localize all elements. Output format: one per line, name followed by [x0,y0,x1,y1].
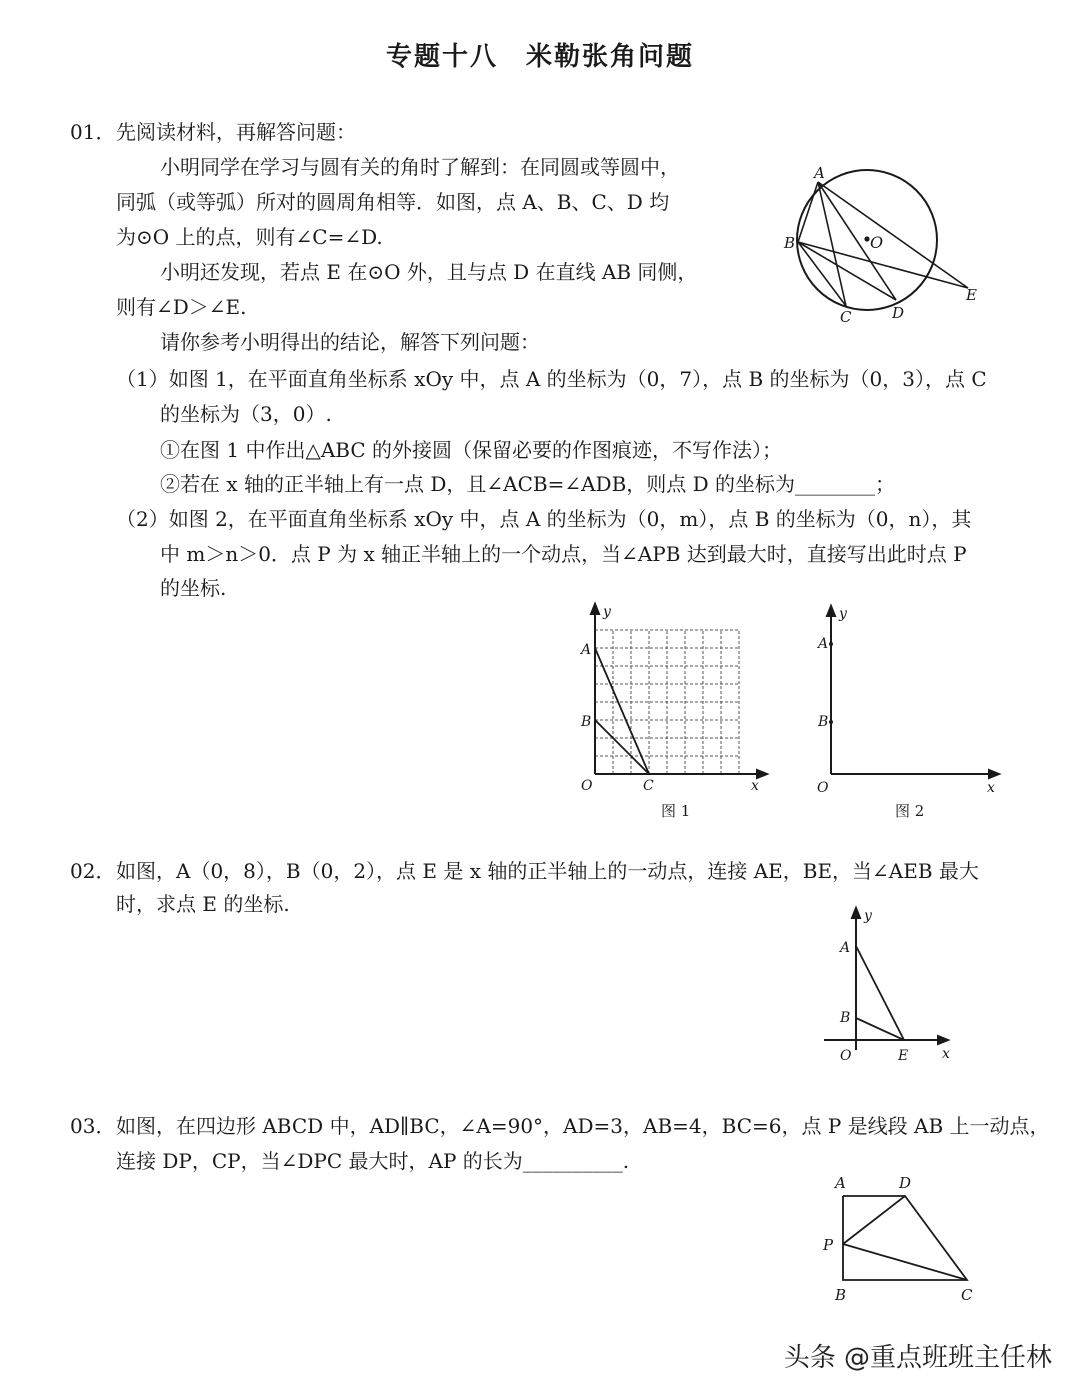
fig1-x-label: x [751,778,759,794]
fig2-point-a-label: A [818,636,829,652]
q1-line-3: 同弧（或等弧）所对的圆周角相等．如图，点 A、B、C、D 均 [116,190,670,214]
q3-line-1: 如图，在四边形 ABCD 中，AD∥BC，∠A=90°，AD=3，AB=4，BC=6，点 P 是线段 AB 上一动点， [116,1114,1050,1138]
q1-line-11: ②若在 x 轴的正半轴上有一点 D，且∠ACB=∠ADB，则点 D 的坐标为________； [160,472,896,496]
figure-2 [805,600,1015,830]
q1-line-12: （2）如图 2，在平面直角坐标系 xOy 中，点 A 的坐标为（0，m），点 B 的坐标为（0，n），其 [116,507,972,531]
page-title: 专题十八 米勒张角问题 [385,42,694,72]
q2-line-2: 时，求点 E 的坐标. [116,892,290,916]
q1-line-9: 的坐标为（3，0）. [160,402,332,426]
fig2-origin-label: O [817,780,829,796]
q1-line-1: 先阅读材料，再解答问题： [116,120,356,144]
q1-line-4: 为⊙O 上的点，则有∠C=∠D. [116,225,383,249]
q2-figure [820,900,970,1070]
label-c: C [840,308,852,326]
q3-label-b: B [835,1286,847,1304]
question-number-3: 03． [70,1114,116,1138]
q3-label-d: D [899,1174,912,1192]
label-d: D [892,304,905,322]
fig1-y-label: y [603,604,611,620]
circle-figure [770,160,990,330]
q2-x-label: x [942,1046,950,1062]
q1-line-6: 则有∠D＞∠E. [116,295,247,319]
source-watermark: 头条 @重点班班主任林 [783,1343,1052,1373]
q3-line-2: 连接 DP，CP，当∠DPC 最大时，AP 的长为__________. [116,1149,630,1173]
label-e: E [966,286,977,304]
label-a: A [814,164,825,182]
fig2-caption: 图 2 [895,802,925,820]
label-o: O [870,233,884,252]
q1-line-10: ①在图 1 中作出△ABC 的外接圆（保留必要的作图痕迹，不写作法）； [160,438,782,462]
q1-line-5: 小明还发现，若点 E 在⊙O 外，且与点 D 在直线 AB 同侧， [160,260,698,284]
fig1-origin-label: O [581,778,593,794]
fig2-x-label: x [987,780,995,796]
question-number-1: 01． [70,120,116,144]
q2-line-1: 如图，A（0，8），B（0，2），点 E 是 x 轴的正半轴上的一动点，连接 AE，BE，当∠AEB 最大 [116,859,979,883]
fig1-caption: 图 1 [661,802,691,820]
q2-point-a-label: A [840,940,851,956]
q1-line-7: 请你参考小明得出的结论，解答下列问题： [160,330,540,354]
q2-point-b-label: B [840,1010,851,1026]
fig1-point-a-label: A [581,642,592,658]
q2-y-label: y [864,908,872,924]
q1-line-8: （1）如图 1，在平面直角坐标系 xOy 中，点 A 的坐标为（0，7），点 B 的坐标为（0，3），点 C [116,367,987,391]
fig1-point-b-label: B [581,714,592,730]
q3-label-p: P [823,1236,834,1254]
fig2-y-label: y [839,606,847,622]
center-point [864,236,869,241]
figure-1-grid [575,600,775,830]
fig1-point-c-label: C [643,778,654,794]
q3-label-c: C [961,1286,973,1304]
q1-line-13: 中 m＞n＞0．点 P 为 x 轴正半轴上的一个动点，当∠APB 达到最大时，直接写出此时点 P [160,542,967,566]
q1-line-14: 的坐标. [160,576,227,600]
q2-origin-label: O [840,1048,852,1064]
q1-line-2: 小明同学在学习与圆有关的角时了解到：在同圆或等圆中， [160,155,680,179]
fig2-point-b-label: B [818,714,829,730]
label-b: B [784,234,796,252]
grid-lines [595,630,739,774]
question-number-2: 02． [70,859,116,883]
q2-point-e-label: E [898,1048,909,1064]
q3-label-a: A [835,1174,846,1192]
q3-quadrilateral-figure [815,1170,990,1315]
